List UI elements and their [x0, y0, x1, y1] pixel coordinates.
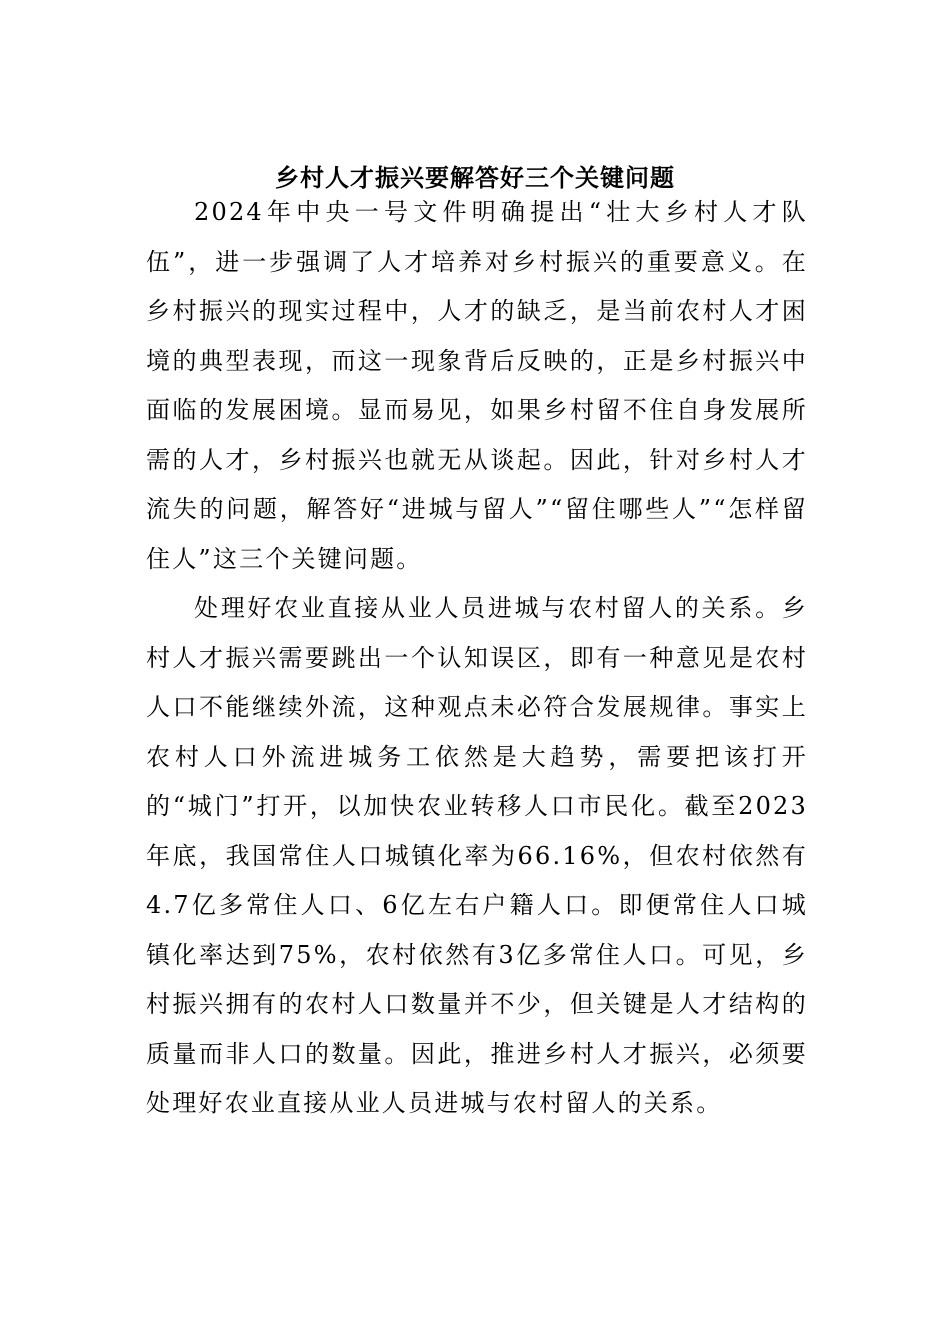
- document-title: 乡村人才振兴要解答好三个关键问题: [275, 163, 675, 192]
- paragraph-2: 处理好农业直接从业人员进城与农村留人的关系。乡村人才振兴需要跳出一个认知误区，即有一种意见是农村人口不能继续外流，这种观点未必符合发展规律。事实上农村人口外流进城务工依然是大趋势，需要把该打开的“城门”打开，以加快农业转移人口市民化。截至2023年底，我国常住人口城镇化率为66.16%，但农村依然有4.7亿多常住人口、6亿左右户籍人口。即便常住人口城镇化率达到75%，农村依然有3亿多常住人口。可见，乡村振兴拥有的农村人口数量并不少，但关键是人才结构的质量而非人口的数量。因此，推进乡村人才振兴，必须要处理好农业直接从业人员进城与农村留人的关系。: [146, 594, 808, 1117]
- paragraph-1: 2024年中央一号文件明确提出“壮大乡村人才队伍”，进一步强调了人才培养对乡村振兴的重要意义。在乡村振兴的现实过程中，人才的缺乏，是当前农村人才困境的典型表现，而这一现象背后反映的，正是乡村振兴中面临的发展困境。显而易见，如果乡村留不住自身发展所需的人才，乡村振兴也就无从谈起。因此，针对乡村人才流失的问题，解答好“进城与留人”“留住哪些人”“怎样留住人”这三个关键问题。: [146, 198, 808, 573]
- document-body: [146, 188, 808, 1129]
